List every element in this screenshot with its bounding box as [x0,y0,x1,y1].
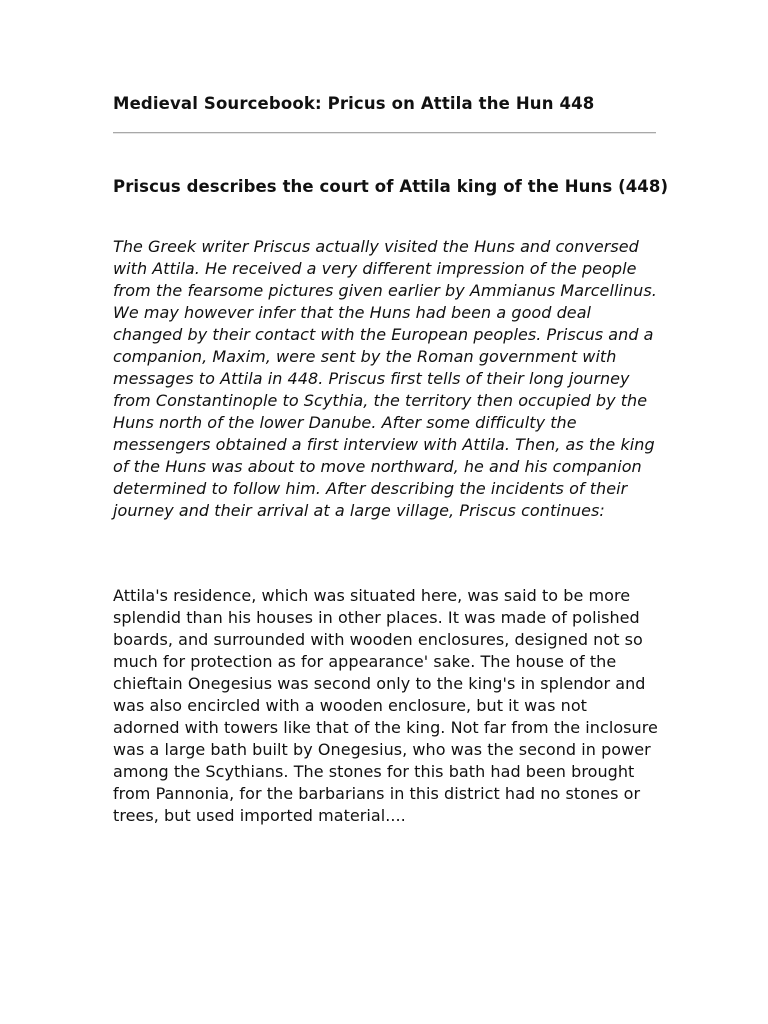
body-paragraph: Attila's residence, which was situated here, was said to be more splendid than his houses in other places. It was made of polished boards, and surrounded with wooden enclosures, designed not so much for protection as for appearance' sake. The house of the chieftain Onegesius was second only to the king's in splendor and was also encircled with a wooden enclosure, but it was not adorned with towers like that of the king. Not far from the inclosure was a large bath built by Onegesius, who was the second in power among the Scythians. The stones for this bath had been brought from Pannonia, for the barbarians in this district had no stones or trees, but used imported material.... [113,586,658,825]
page-title: Medieval Sourcebook: Pricus on Attila the Hun 448 [113,94,595,113]
title-divider [113,132,656,134]
section-heading: Priscus describes the court of Attila king of the Huns (448) [113,177,669,196]
intro-paragraph: The Greek writer Priscus actually visited the Huns and conversed with Attila. He received a very different impression of the people from the fearsome pictures given earlier by Ammianus Marcellinus. We may however infer that the Huns had been a good deal changed by their contact with the European peoples. Priscus and a companion, Maxim, were sent by the Roman government with messages to Attila in 448. Priscus first tells of their long journey from Constantinople to Scythia, the territory then occupied by the Huns north of the lower Danube. After some difficulty the messengers obtained a first interview with Attila. Then, as the king of the Huns was about to move northward, he and his companion determined to follow him. After describing the incidents of their journey and their arrival at a large village, Priscus continues: [113,237,657,520]
